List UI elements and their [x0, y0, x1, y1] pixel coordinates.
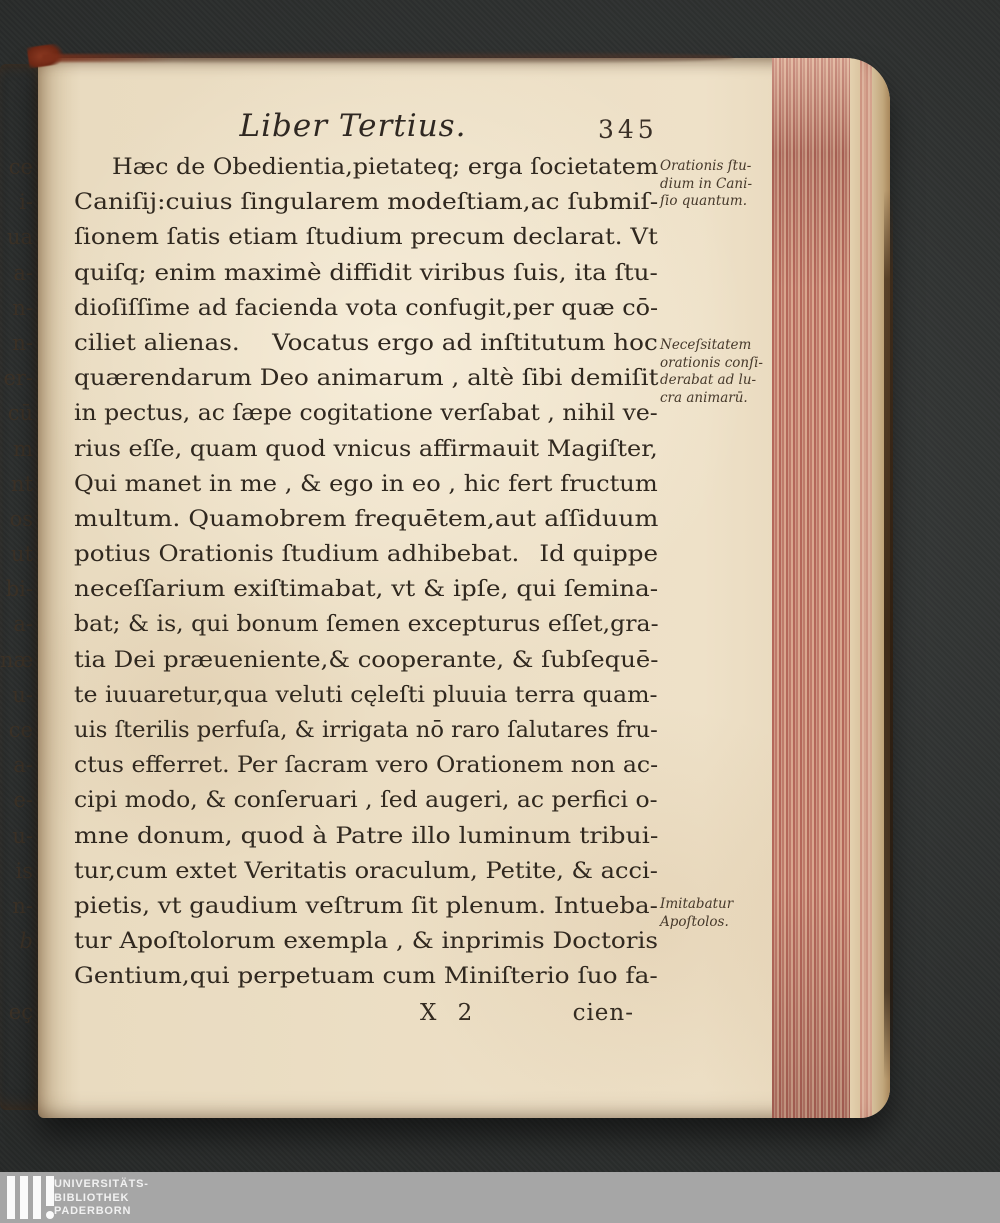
- logo-dot-icon: [46, 1211, 54, 1219]
- fore-edge-light-red-band: [860, 58, 872, 1118]
- text-line: quiſq; enim maximè diffidit viribus ſuis, ita ſtu-: [74, 260, 658, 286]
- gutter-fragment: ce: [8, 155, 33, 179]
- text-line: te iuuaretur,qua veluti cęleſti pluuia terra quam-: [74, 682, 658, 708]
- text-line: Hæc de Obedientia,pietateq; erga ſocietatem: [112, 155, 659, 180]
- text-line: dioſiſſime ad facienda vota confugit,per quæ cō-: [74, 295, 659, 321]
- fore-edge-cream-band: [850, 58, 860, 1118]
- margin-note-line: derabat ad lu-: [660, 372, 757, 388]
- gutter-fragment: [0, 959, 33, 994]
- margin-note-line: ſio quantum.: [660, 193, 748, 209]
- gutter-fragment: u-: [12, 823, 33, 848]
- signature-row: [74, 1000, 658, 1036]
- library-name-line: UNIVERSITÄTS-: [54, 1178, 149, 1190]
- text-line: tia Dei præueniente,& cooperante, & ſubſequē-: [74, 647, 659, 673]
- text-line: ſionem ſatis etiam ſtudium precum declarat. Vt: [74, 225, 658, 251]
- logo-stripe: [20, 1176, 28, 1219]
- text-line: Caniſij:cuius ſingularem modeſtiam,ac ſubmiſ-: [74, 190, 659, 216]
- logo-stripe-with-dot: [46, 1176, 54, 1219]
- text-line: Gentium,qui perpetuam cum Miniſterio ſuo fa-: [74, 964, 658, 990]
- running-header-title: Liber Tertius.: [239, 108, 467, 144]
- margin-note-line: Neceſsitatem: [660, 337, 752, 353]
- watermark-bar: [0, 1172, 1000, 1223]
- text-line: tur,cum extet Veritatis oraculum, Petite, & acci-: [74, 858, 658, 884]
- gutter-fragment: u-: [12, 682, 33, 707]
- gutter-fragment: a-: [13, 753, 33, 778]
- text-line: cipi modo, & conſeruari , ſed augeri, ac perfici o-: [74, 788, 658, 814]
- gutter-fragment: os: [9, 506, 33, 531]
- gutter-fragment: er-: [3, 366, 33, 391]
- logo-stripe: [33, 1176, 41, 1219]
- library-name: [54, 1178, 149, 1219]
- logo-stripe: [46, 1176, 54, 1206]
- fore-edge-red-stripes: [772, 58, 850, 1118]
- text-line: in pectus, ac ſæpe cogitatione verſabat , nihil ve-: [74, 401, 658, 427]
- library-logo: [7, 1176, 54, 1219]
- gutter-fragment: ua: [6, 225, 33, 250]
- gutter-fragment: is: [15, 858, 33, 883]
- gutter-fragment: nt: [11, 471, 33, 496]
- text-line: rius eſſe, quam quod vnicus affirmauit Magiſter,: [74, 436, 658, 462]
- gutter-fragment: a-: [13, 260, 33, 285]
- gutter-fragment: ce: [8, 718, 33, 742]
- margin-note-line: dium in Cani-: [660, 175, 753, 192]
- text-line: quærendarum Deo animarum , altè ſibi demiſit: [74, 366, 659, 392]
- gutter-fragment: m: [13, 436, 33, 461]
- margin-note: [660, 158, 780, 211]
- text-line: multum. Quamobrem frequētem,aut aſſiduum: [74, 506, 659, 532]
- text-line: mne donum, quod à Patre illo luminum tribui-: [74, 823, 659, 849]
- margin-note-line: orationis conſi-: [660, 354, 763, 371]
- text-line: pietis, vt gaudium veſtrum ſit plenum. Intueba-: [74, 893, 658, 919]
- text-line: Qui manet in me , & ego in eo , hic fert fructum: [74, 471, 658, 497]
- text-line: ciliet alienas. Vocatus ergo ad inſtitutum hoc: [74, 330, 658, 356]
- gutter-fragment: n-: [12, 330, 33, 355]
- gutter-fragment: bi-: [5, 577, 33, 602]
- gutter-fragment: eç: [8, 999, 33, 1024]
- gutter-fragment: ut: [11, 542, 33, 567]
- text-line: bat; & is, qui bonum ſemen excepturus eſſet,gra-: [74, 612, 659, 638]
- text-line: tur Apoſtolorum exempla , & inprimis Doctoris: [74, 929, 659, 955]
- margin-note: [660, 896, 780, 931]
- gutter-fragment: cū: [7, 401, 33, 426]
- page-number: 345: [598, 115, 658, 144]
- text-line: uis ſterilis perfuſa, & irrigata nō raro ſalutares fru-: [74, 718, 658, 743]
- gutter-fragment: n-: [12, 295, 33, 320]
- text-line: potius Orationis ſtudium adhibebat. Id quippe: [74, 542, 658, 568]
- book-page: [38, 58, 890, 1118]
- margin-note-line: Apoſtolos.: [660, 913, 729, 930]
- gutter-fragment: a-: [13, 612, 33, 637]
- gutter-fragment: n-: [12, 893, 33, 918]
- gutter-fragment: i-: [19, 190, 33, 215]
- quire-signature: X 2: [420, 1000, 480, 1026]
- margin-note: [660, 337, 780, 407]
- catchword: cien-: [572, 1000, 634, 1026]
- margin-note-line: cra animarū.: [660, 389, 748, 406]
- gutter-fragment: e-: [13, 788, 33, 813]
- library-name-line: PADERBORN: [54, 1205, 132, 1217]
- margin-note-line: Imitabatur: [660, 896, 734, 912]
- library-name-line: BIBLIOTHEK: [54, 1191, 130, 1204]
- logo-stripe: [7, 1176, 15, 1219]
- cover-edge: [884, 190, 893, 1080]
- margin-note-line: Orationis ſtu-: [660, 158, 752, 174]
- gutter-text-fragments: [0, 150, 35, 1030]
- gutter-fragment: b: [19, 929, 33, 954]
- text-line: ctus efferret. Per ſacram vero Orationem non ac-: [74, 753, 659, 779]
- gutter-fragment: næ: [0, 647, 34, 672]
- rust-streak: [42, 54, 172, 62]
- text-line: neceſſarium exiſtimabat, vt & ipſe, qui ſemina-: [74, 577, 659, 603]
- body-text: [74, 150, 658, 995]
